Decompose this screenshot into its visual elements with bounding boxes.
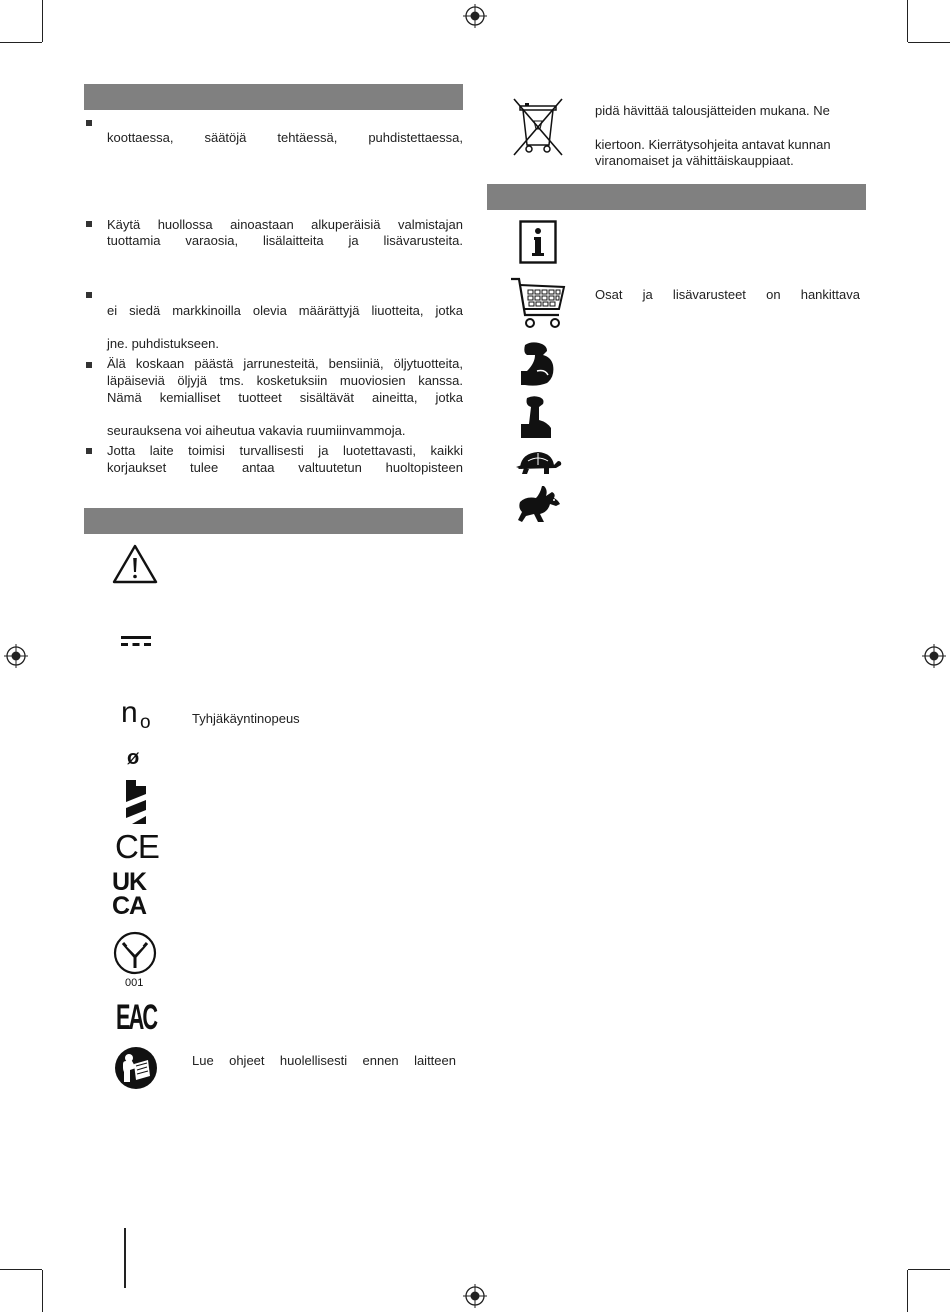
- turtle-slow-icon: [514, 449, 562, 475]
- ukraine-conformity-code: 001: [125, 977, 144, 989]
- paragraph-line: viranomaiset ja vähittäiskauppiaat.: [595, 153, 794, 168]
- paragraph-line: tuottamia varaosia, lisälaitteita ja lisävarusteita.: [107, 233, 463, 248]
- paragraph-line: ei siedä markkinoilla olevia määrättyjä liuotteita, jotka: [107, 303, 463, 318]
- strong-arm-icon: [517, 341, 557, 387]
- read-manual-icon: [114, 1046, 158, 1090]
- direct-current-icon: [120, 634, 152, 648]
- rabbit-fast-icon: [514, 484, 562, 524]
- paragraph-line: Nämä kemialliset tuotteet sisältävät aineitta, jotka: [107, 390, 463, 405]
- symbol-description: Lue ohjeet huolellisesti ennen laitteen: [192, 1053, 456, 1068]
- ukraine-conformity-symbol-icon: [112, 930, 158, 976]
- paragraph-line: pidä hävittää talousjätteiden mukana. Ne: [595, 103, 830, 118]
- symbol-description: Osat ja lisävarusteet on hankittava: [595, 287, 860, 302]
- crop-mark: [42, 1270, 43, 1312]
- bullet-marker: [86, 221, 92, 227]
- paragraph-line: Jotta laite toimisi turvallisesti ja luotettavasti, kaikki: [107, 443, 463, 458]
- arm-icon: [517, 394, 557, 440]
- paragraph-line: kiertoon. Kierrätysohjeita antavat kunnan: [595, 137, 831, 152]
- symbol-description: Tyhjäkäyntinopeus: [192, 711, 300, 726]
- crop-mark: [0, 42, 42, 43]
- drill-bit-icon: [124, 780, 148, 824]
- registration-mark-icon: [463, 1284, 487, 1308]
- paragraph-line: korjaukset tulee antaa valtuutetun huoltopisteen: [107, 460, 463, 475]
- ce-mark-icon: CE: [115, 828, 159, 865]
- crop-mark: [0, 1269, 42, 1270]
- registration-mark-icon: [4, 644, 28, 668]
- paragraph-line: Käytä huollossa ainoastaan alkuperäisiä valmistajan: [107, 217, 463, 232]
- crossed-out-bin-icon: [512, 97, 564, 157]
- paragraph-line: seurauksena voi aiheutua vakavia ruumiinvammoja.: [107, 423, 406, 438]
- ukca-mark-icon: [112, 870, 158, 920]
- information-icon: [519, 220, 557, 264]
- eac-mark-icon: EAC: [116, 998, 157, 1037]
- paragraph-line: jne. puhdistukseen.: [107, 336, 220, 351]
- no-load-speed-glyph: n: [121, 696, 138, 729]
- registration-mark-icon: [463, 4, 487, 28]
- ukca-mark-bottom: CA: [112, 892, 147, 920]
- no-load-speed-subscript: o: [140, 712, 151, 733]
- ukraine-conformity-icon: [112, 930, 158, 992]
- no-load-speed-icon: [121, 696, 161, 736]
- ukca-mark-top: UK: [112, 868, 147, 896]
- section-header-bar: [84, 84, 463, 110]
- paragraph-line: Älä koskaan päästä jarrunesteitä, bensiiniä, öljytuotteita,: [107, 356, 463, 371]
- warning-triangle-icon: [111, 543, 159, 585]
- crop-mark: [908, 1269, 950, 1270]
- page-margin-line: [124, 1228, 126, 1288]
- diameter-icon: ø: [127, 747, 140, 769]
- bullet-marker: [86, 362, 92, 368]
- crop-mark: [42, 0, 43, 42]
- shopping-cart-icon: [509, 275, 567, 331]
- section-header-bar: [84, 508, 463, 534]
- crop-mark: [908, 42, 950, 43]
- bullet-marker: [86, 120, 92, 126]
- paragraph-line: läpäiseviä öljyjä tms. kosketuksiin muoviosien kanssa.: [107, 373, 463, 388]
- paragraph-line: koottaessa, säätöjä tehtäessä, puhdistettaessa,: [107, 130, 463, 145]
- crop-mark: [907, 0, 908, 42]
- registration-mark-icon: [922, 644, 946, 668]
- bullet-marker: [86, 448, 92, 454]
- crop-mark: [907, 1270, 908, 1312]
- section-header-bar: [487, 184, 866, 210]
- bullet-marker: [86, 292, 92, 298]
